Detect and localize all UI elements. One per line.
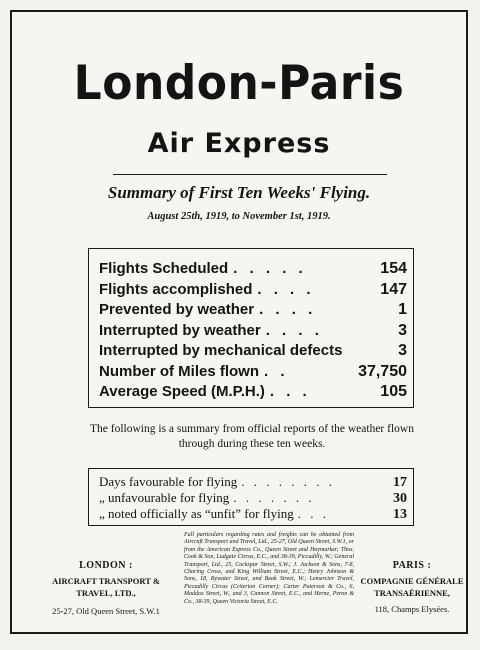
stat-value: 37,750 [358, 362, 407, 380]
stat-row [99, 259, 407, 280]
weather-label: „ noted officially as “unfit” for flying [99, 506, 294, 521]
london-contact [36, 560, 176, 617]
paris-company: COMPAGNIE GÉNÉRALE TRANSAÉRIENNE, [360, 576, 464, 598]
weather-label: „ unfavourable for flying [99, 490, 230, 505]
paris-city: PARIS : [392, 560, 432, 571]
weather-value: 13 [393, 507, 407, 522]
stat-row [99, 362, 407, 383]
stat-row [99, 382, 407, 403]
stat-leader: . . [264, 362, 289, 380]
paris-contact [350, 560, 474, 615]
stat-label: Flights accomplished [99, 280, 253, 298]
stat-row [99, 300, 407, 321]
stat-row [99, 321, 407, 342]
summary-heading: Summary of First Ten Weeks' Flying. [107, 183, 371, 202]
weather-value: 17 [393, 475, 407, 490]
stat-value: 3 [398, 321, 407, 339]
london-address: 25-27, Old Queen Street, S.W.1 [52, 606, 160, 616]
booking-agents-note: Full particulars regarding rates and freights can be obtained from Aircraft Transport and Travel, Ltd., 25-27, Old Queen Street, S.W.1, or from the American Express Co., Queen Street and Haymarket; Thos. Cook & Son, Ludgate Circus, E.C., and 38-39, Piccadilly, W.; General Transport, Ltd., 25, Cockspur Street, S.W.; J. Jackson & Sons, 7-8, Charing Cross, and King William Street, E.C.; Henry Johnson & Sons, 18, Bywater Street, and Beak Street, W.; Lemercier Travel, Piccadilly Circus (Criterion Corner); Carter Paterson & Co., 6, Maddox Street, W., and 3, Cannon Street, E.C., and Herne, Peron & Co., 38-39, Queen Victoria Street, E.C. [184, 532, 355, 605]
stat-label: Interrupted by weather [99, 321, 261, 339]
london-city: LONDON : [79, 560, 133, 571]
stat-value: 105 [380, 383, 407, 400]
flight-stats-box [88, 248, 414, 408]
weather-row [99, 506, 407, 522]
stat-label: Prevented by weather [99, 301, 255, 318]
advertisement-frame [10, 10, 468, 634]
stat-label: Average Speed (M.P.H.) [99, 383, 265, 400]
stat-leader: . . . . . [233, 260, 307, 277]
stat-label: Interrupted by mechanical defects [99, 342, 343, 359]
weather-intro: The following is a summary from official reports of the weather flown through during these ten weeks. [90, 423, 414, 450]
stat-value: 147 [380, 280, 407, 298]
weather-value: 30 [393, 491, 407, 506]
stat-value: 1 [398, 301, 407, 318]
stat-value: 154 [380, 260, 407, 277]
stat-leader: . . . . [259, 301, 317, 318]
stat-leader: . . . [269, 383, 311, 400]
stat-value: 3 [398, 342, 407, 359]
weather-leader: . . . [297, 506, 329, 521]
weather-stats-box [88, 468, 414, 526]
weather-leader: . . . . . . . [233, 490, 315, 505]
stat-leader: . . . . [265, 321, 323, 339]
date-range: August 25th, 1919, to November 1st, 1919. [147, 211, 331, 222]
weather-label: Days favourable for flying [99, 474, 238, 489]
weather-row [99, 474, 407, 490]
paris-address: 118, Champs Elysées. [374, 604, 450, 614]
stat-label: Number of Miles flown [99, 362, 260, 380]
stat-leader: . . . . [257, 280, 315, 298]
weather-row [99, 490, 407, 506]
page-subtitle: Air Express [147, 128, 331, 159]
london-company: AIRCRAFT TRANSPORT & TRAVEL, LTD., [52, 576, 160, 598]
stat-row [99, 341, 407, 362]
weather-leader: . . . . . . . . [241, 474, 336, 489]
stat-label: Flights Scheduled [99, 260, 229, 277]
page-title: London-Paris [73, 55, 405, 111]
divider [113, 174, 387, 175]
stat-row [99, 280, 407, 301]
